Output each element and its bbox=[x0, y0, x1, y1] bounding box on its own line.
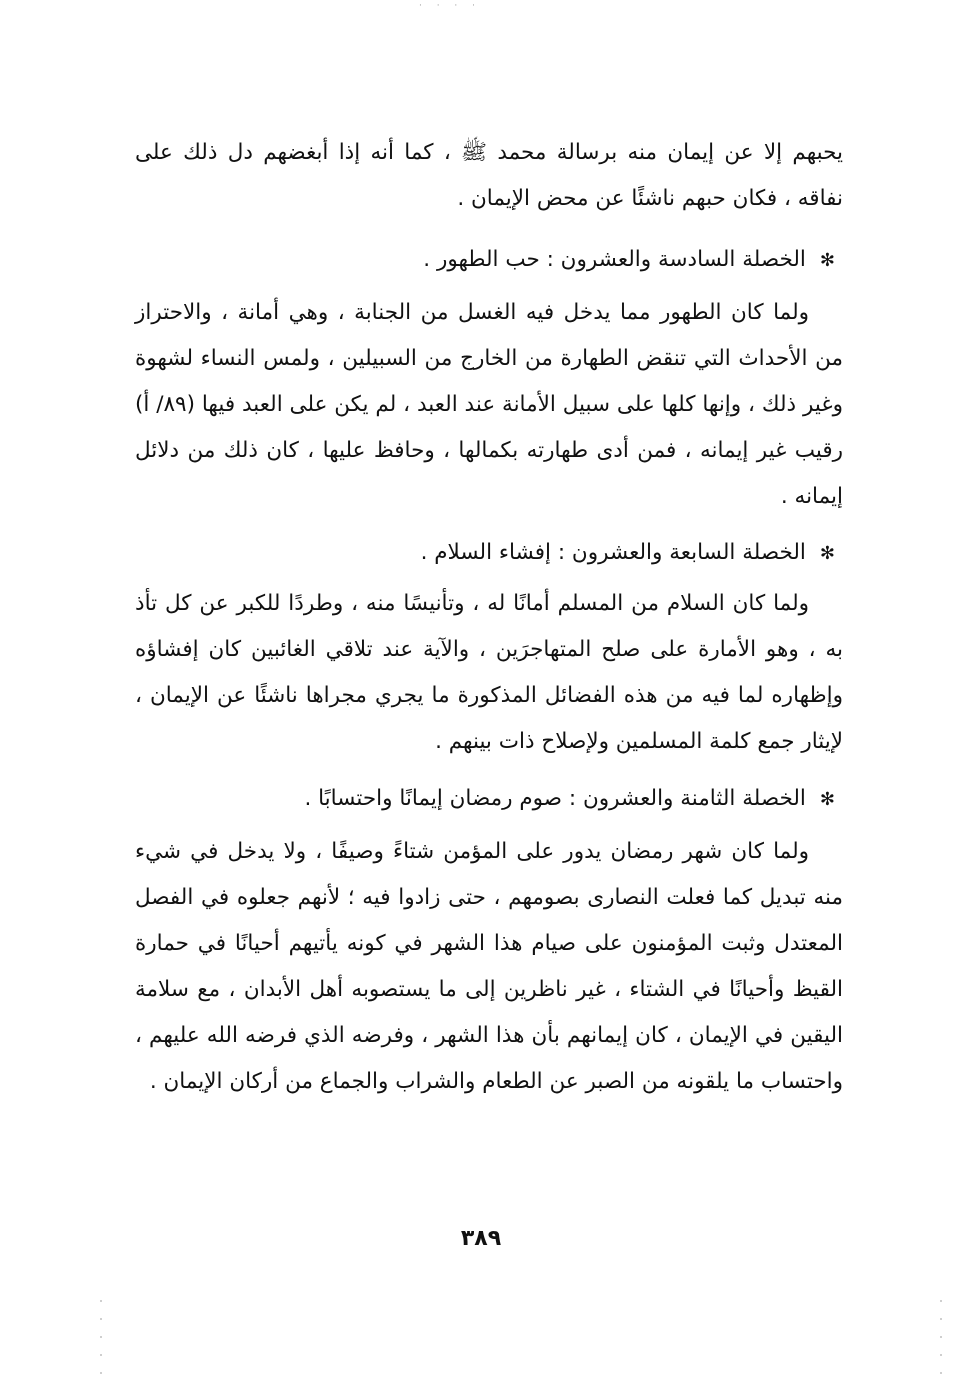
section-heading-26 bbox=[135, 237, 843, 284]
intro-paragraph-block bbox=[135, 130, 843, 222]
section-body-26: ولما كان الطهور مما يدخل فيه الغسل من الجنابة ، وهي أمانة ، والاحتراز من الأحداث التي تنقض الطهارة من الخارج من السبيلين ، ولمس النساء لشهوة وغير ذلك ، وإنها كلها على سبيل الأمانة عند العبد ، لم يكن على العبد فيها (٨٩/ أ) رقيب غير إيمانه ، فمن أدى طهارته بكمالها ، وحافظ عليها ، كان ذلك من دلائل إيمانه . bbox=[135, 300, 843, 509]
section-heading-block-26 bbox=[135, 237, 843, 284]
section-heading-text: الخصلة السابعة والعشرون : إفشاء السلام . bbox=[420, 540, 806, 565]
section-body-block-26 bbox=[135, 290, 843, 520]
top-scan-mark: · · · · bbox=[418, 1, 482, 11]
asterisk-icon: ✻ bbox=[819, 250, 835, 271]
page-number: ٣٨٩ bbox=[460, 1226, 502, 1251]
section-body-block-27 bbox=[135, 581, 843, 765]
section-heading-block-28 bbox=[135, 776, 843, 823]
section-heading-block-27 bbox=[135, 530, 843, 577]
asterisk-icon: ✻ bbox=[819, 543, 835, 564]
right-margin-dots bbox=[940, 1300, 942, 1380]
intro-paragraph: يحبهم إلا عن إيمان منه برسالة محمد ﷺ ، كما أنه إذا أبغضهم دل ذلك على نفاقه ، فكان حبهم ناشئًا عن محض الإيمان . bbox=[135, 140, 843, 211]
section-heading-28 bbox=[135, 776, 843, 823]
asterisk-icon: ✻ bbox=[819, 789, 835, 810]
section-heading-text: الخصلة الثامنة والعشرون : صوم رمضان إيمانًا واحتسابًا . bbox=[304, 786, 806, 811]
section-heading-text: الخصلة السادسة والعشرون : حب الطهور . bbox=[423, 247, 806, 272]
section-heading-27 bbox=[135, 530, 843, 577]
section-body-27: ولما كان السلام من المسلم أمانًا له ، وتأنيسًا منه ، وطردًا للكبر عن كل تأذ به ، وهو الأمارة على صلح المتهاجرَين ، والآية عند تلاقي الغائبين كان إفشاؤه وإظهاره لما فيه من هذه الفضائل المذكورة ما يجري مجراها ناشئًا عن الإيمان ، لإيثار جمع كلمة المسلمين ولإصلاح ذات بينهم . bbox=[135, 591, 843, 754]
section-body-block-28 bbox=[135, 829, 843, 1105]
section-body-28: ولما كان شهر رمضان يدور على المؤمن شتاءً وصيفًا ، ولا يدخل في شيء منه تبديل كما فعلت النصارى بصومهم ، حتى زادوا فيه ؛ لأنهم جعلوه في الفصل المعتدل وثبت المؤمنون على صيام هذا الشهر في كونه يأتيهم أحيانًا في حمارة القيظ وأحيانًا في الشتاء ، غير ناظرين إلى ما يستصوبه أهل الأبدان ، مع سلامة اليقين في الإيمان ، كان إيمانهم بأن هذا الشهر ، وفرضه الذي فرضه الله عليهم ، واحتساب ما يلقونه من الصبر عن الطعام والشراب والجماع من أركان الإيمان . bbox=[135, 839, 843, 1094]
left-margin-dots bbox=[100, 1300, 102, 1380]
